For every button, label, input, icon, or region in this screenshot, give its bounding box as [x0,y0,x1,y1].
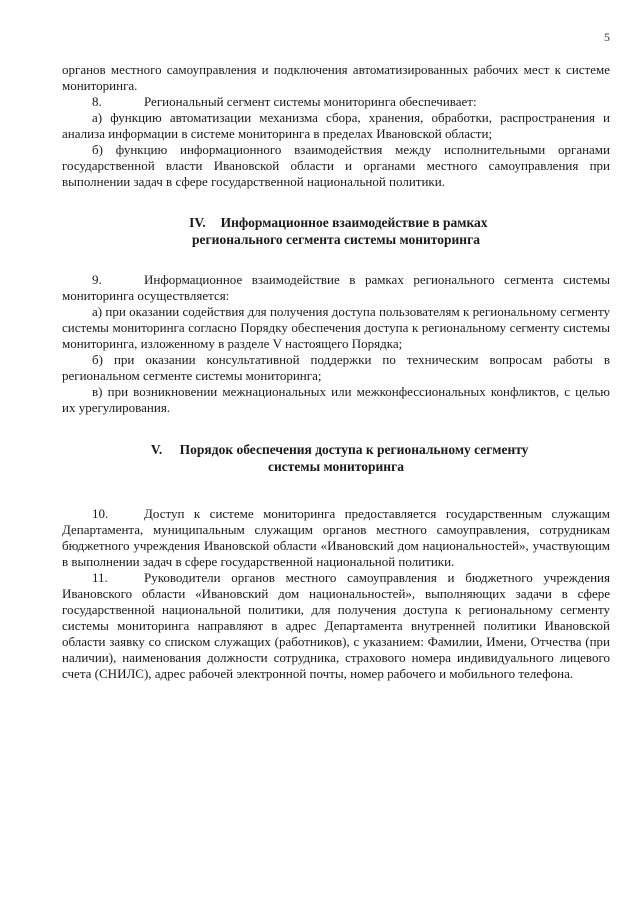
item-8-text: Региональный сегмент системы мониторинга обеспечивает: [144,94,477,109]
item-10-number: 10. [92,506,109,521]
item-8-subitem-a: а) функцию автоматизации механизма сбора, хранения, обработки, распространения и анализа информации в системе мониторинга в пределах Ивановской области; [62,110,610,141]
section-v-title-line1: Порядок обеспечения доступа к региональному сегменту [179,442,529,457]
section-heading-iv [62,214,610,248]
item-11-text: Руководители органов местного самоуправления и бюджетного учреждения Ивановского области «Ивановский дом национальностей», выполняющих задачи в сфере государственной национальной политики, для получения доступа к региональному сегменту системы мониторинга направляют в адрес Департамента внутренней политики Ивановской области заявку со списком служащих (работников), с указанием: Фамилии, Имени, Отчества (при наличии), наименования должности сотрудника, страхового номера индивидуального лицевого счета (СНИЛС), адрес рабочей электронной почты, номер рабочего и мобильного телефона. [62,570,610,681]
item-9-subitem-a: а) при оказании содействия для получения доступа пользователям к региональному сегменту системы мониторинга согласно Порядку обеспечения доступа к региональному сегменту системы мониторинга, изложенному в разделе V настоящего Порядка; [62,304,610,351]
section-iv-title-line2: регионального сегмента системы мониторинга [192,232,480,247]
page-number: 5 [604,30,610,44]
paragraph-continuation: органов местного самоуправления и подключения автоматизированных рабочих мест к системе мониторинга. [62,62,610,93]
section-heading-v [62,441,610,475]
item-9-subitem-b: б) при оказании консультативной поддержки по техническим вопросам работы в региональном сегменте системы мониторинга; [62,352,610,383]
item-8-number: 8. [92,94,102,109]
item-10-text: Доступ к системе мониторинга предоставляется государственным служащим Департамента, муниципальным служащим органов местного самоуправления, сотрудникам бюджетного учреждения Ивановской области «Ивановский дом национальностей», участвующим в выполнении задач в сфере государственной национальной политики. [62,506,610,569]
item-8-subitem-b: б) функцию информационного взаимодействия между исполнительными органами государственной власти Ивановской области и органами местного самоуправления при выполнении задач в сфере государственной национальной политики. [62,142,610,189]
section-v-number: V. [150,442,163,457]
item-9-number: 9. [92,272,102,287]
item-11-number: 11. [92,570,108,585]
item-11 [62,570,610,682]
item-9-text: Информационное взаимодействие в рамках регионального сегмента системы мониторинга осуществляется: [62,272,610,303]
item-9-subitem-c: в) при возникновении межнациональных или межконфессиональных конфликтов, с целью их урегулирования. [62,384,610,415]
item-8 [62,94,610,110]
section-iv-title-line1: Информационное взаимодействие в рамках [220,215,488,230]
item-10 [62,506,610,570]
section-v-title-line2: системы мониторинга [268,459,404,474]
item-9 [62,272,610,304]
section-iv-number: IV. [189,215,206,230]
document-body [62,62,610,682]
